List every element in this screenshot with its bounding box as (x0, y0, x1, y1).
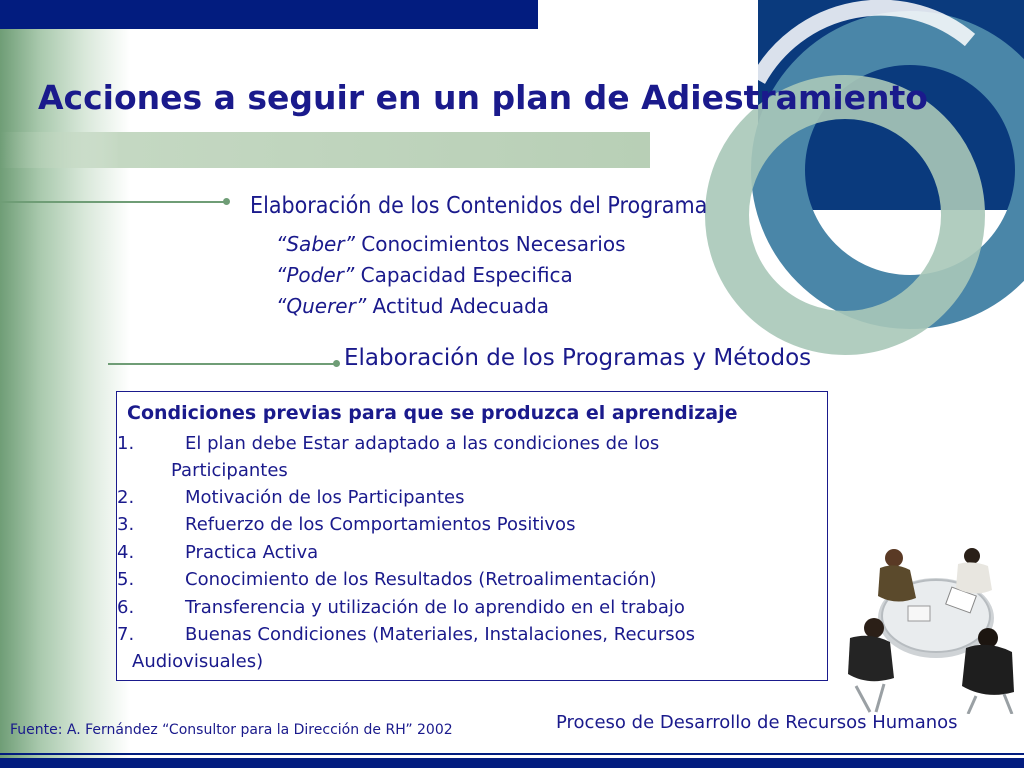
list-item-continuation: Participantes (171, 460, 288, 481)
title-band (0, 132, 650, 168)
bullet2-rule (108, 363, 338, 365)
sub-item-text: Conocimientos Necesarios (354, 232, 626, 256)
list-item: 7. Buenas Condiciones (Materiales, Instalaciones, Recursos (117, 624, 695, 645)
sub-item-saber (276, 232, 625, 256)
slide-title: Acciones a seguir en un plan de Adiestramiento (38, 78, 928, 117)
ring-logo (640, 0, 1024, 360)
sub-item-text: Capacidad Especifica (354, 263, 573, 287)
list-item-continuation: Audiovisuales) (132, 651, 264, 672)
bullet1-text: Elaboración de los Contenidos del Programa (250, 193, 708, 219)
source-citation: Fuente: A. Fernández “Consultor para la Dirección de RH” 2002 (10, 722, 453, 738)
bullet2-dot (333, 360, 340, 367)
bullet1-dot (223, 198, 230, 205)
sub-item-querer (276, 294, 549, 318)
bullet2-text: Elaboración de los Programas y Métodos (344, 345, 812, 371)
list-item: 4. Practica Activa (117, 542, 319, 563)
conditions-box (116, 391, 828, 681)
meeting-photo (836, 536, 1024, 714)
sub-item-text: Actitud Adecuada (366, 294, 550, 318)
list-item: 1. El plan debe Estar adaptado a las condiciones de los (117, 433, 660, 454)
list-item: 2. Motivación de los Participantes (117, 487, 465, 508)
list-item: 5. Conocimiento de los Resultados (Retroalimentación) (117, 569, 657, 590)
top-bar (0, 0, 538, 29)
sub-item-keyword: “Querer” (276, 294, 367, 318)
bottom-rule (0, 753, 1024, 755)
sub-item-keyword: “Saber” (276, 232, 355, 256)
list-item: 3. Refuerzo de los Comportamientos Positivos (117, 514, 576, 535)
bottom-bar (0, 758, 1024, 768)
footer-title: Proceso de Desarrollo de Recursos Humanos (556, 712, 958, 733)
sub-item-poder (276, 263, 573, 287)
bullet1-rule (0, 201, 226, 203)
conditions-title: Condiciones previas para que se produzca el aprendizaje (127, 402, 738, 424)
sub-item-keyword: “Poder” (276, 263, 355, 287)
list-item: 6. Transferencia y utilización de lo aprendido en el trabajo (117, 597, 685, 618)
